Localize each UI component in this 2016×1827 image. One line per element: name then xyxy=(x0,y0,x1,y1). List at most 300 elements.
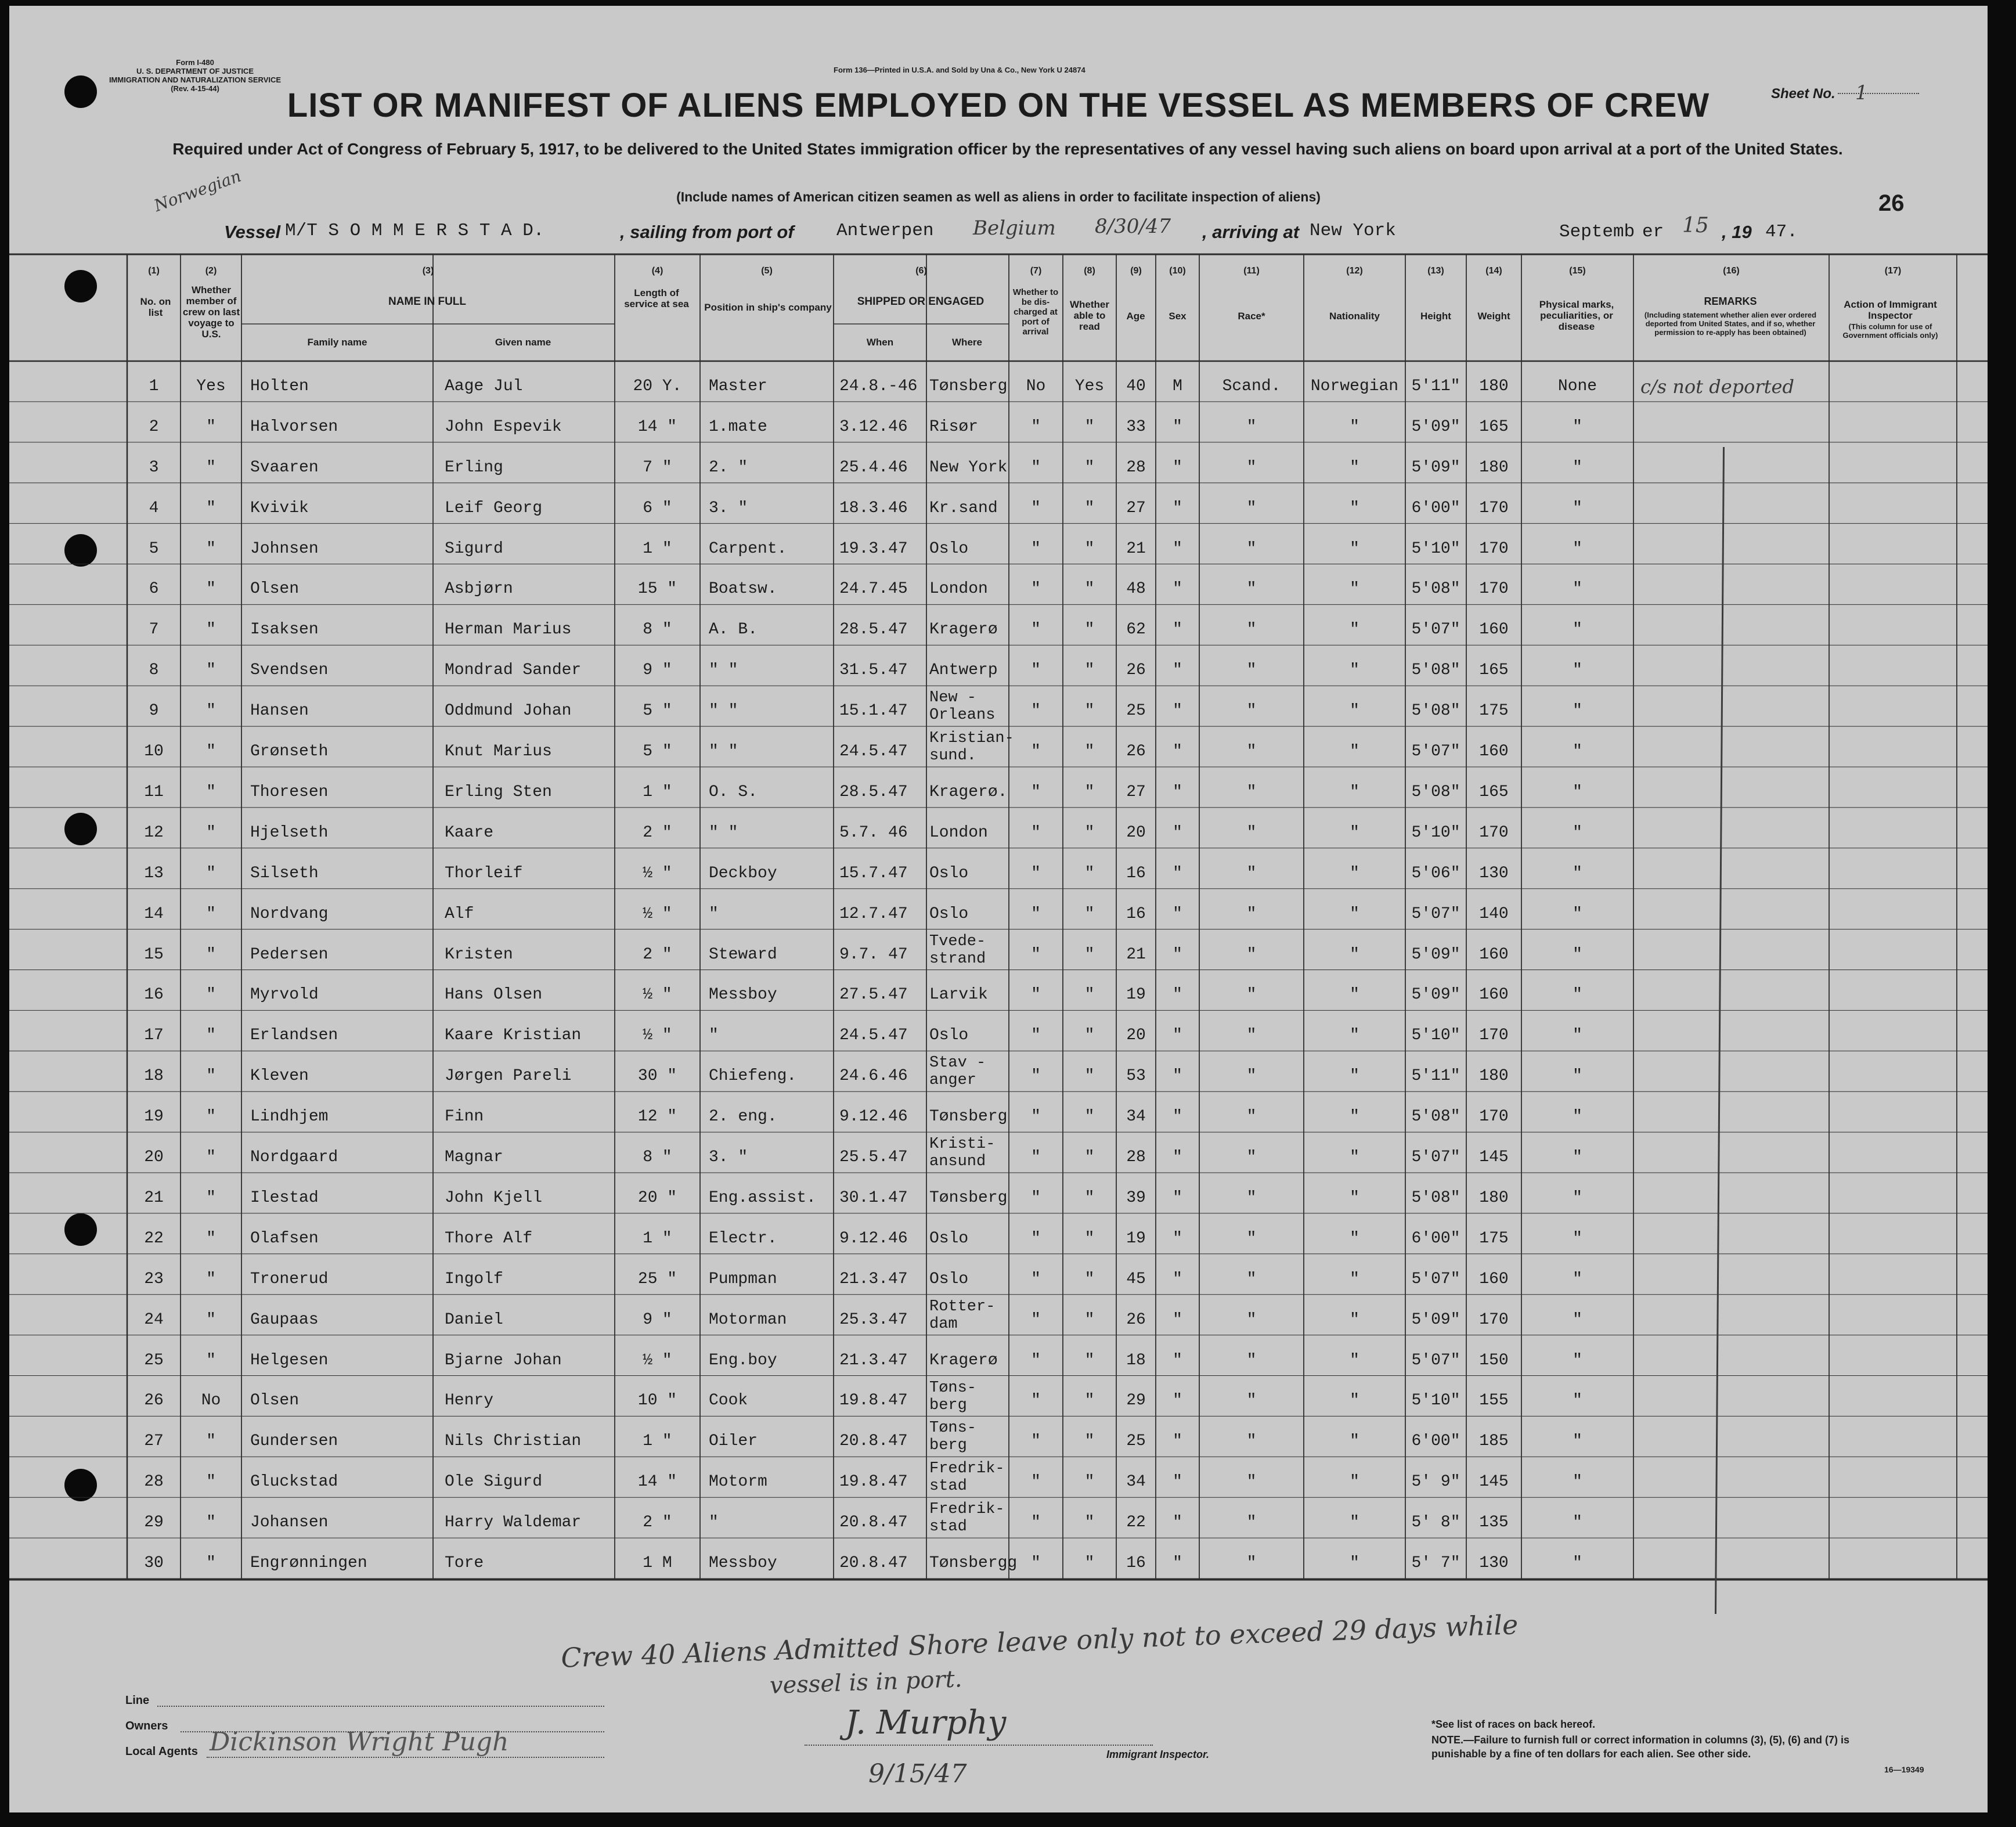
cell-sex: " xyxy=(1173,1026,1182,1045)
cell-member: " xyxy=(206,1554,216,1572)
arrival-month-suffix: er xyxy=(1642,222,1664,242)
cell-age: 40 xyxy=(1126,377,1146,395)
service-name: IMMIGRATION AND NATURALIZATION SERVICE xyxy=(109,75,282,84)
cell-position: Eng.assist. xyxy=(709,1188,816,1207)
cell-service: 5 " xyxy=(643,702,672,720)
cell-sex: " xyxy=(1173,580,1182,599)
cell-where: Fredrik- stad xyxy=(929,1501,1005,1536)
printer-note: Form 136—Printed in U.S.A. and Sold by Una & Co., New York U 24874 xyxy=(834,66,1085,74)
cell-weight: 180 xyxy=(1479,1067,1509,1086)
cell-position: Messboy xyxy=(709,1554,777,1572)
cell-service: 1 " xyxy=(643,783,672,801)
cell-read: " xyxy=(1084,945,1095,964)
cell-service: 10 " xyxy=(637,1392,677,1410)
manifest-sheet xyxy=(9,6,1988,1812)
cell-sex: " xyxy=(1173,539,1182,558)
cell-nat: " xyxy=(1350,1067,1359,1086)
cell-sex: " xyxy=(1173,621,1182,639)
cell-nat: " xyxy=(1350,1554,1359,1572)
cell-service: 8 " xyxy=(643,621,672,639)
cell-given: Ingolf xyxy=(445,1270,503,1288)
cell-phys: " xyxy=(1573,905,1582,923)
column-number: (9) xyxy=(1130,266,1142,276)
cell-weight: 170 xyxy=(1479,499,1509,517)
cell-service: 12 " xyxy=(637,1108,677,1126)
cell-race: " xyxy=(1246,1432,1257,1451)
cell-family: Hjelseth xyxy=(250,823,329,842)
cell-where: London xyxy=(929,580,988,599)
cell-where: New York xyxy=(929,458,1008,477)
cell-height: 5' 7" xyxy=(1411,1554,1460,1572)
cell-nat: " xyxy=(1350,1310,1359,1329)
cell-no: 18 xyxy=(144,1067,164,1086)
cell-read: " xyxy=(1084,1229,1095,1248)
cell-disch: " xyxy=(1031,823,1041,842)
cell-phys: " xyxy=(1573,661,1582,680)
cell-family: Silseth xyxy=(250,864,319,882)
cell-race: " xyxy=(1246,905,1257,923)
cell-service: 14 " xyxy=(637,417,677,436)
cell-member: " xyxy=(206,661,216,680)
cell-read: " xyxy=(1084,1554,1095,1572)
cell-family: Halvorsen xyxy=(250,417,338,436)
cell-race: " xyxy=(1246,1392,1257,1410)
cell-position: 2. eng. xyxy=(709,1108,777,1126)
arrival-port: New York xyxy=(1310,221,1396,241)
cell-member: " xyxy=(206,1514,216,1532)
column-number: (4) xyxy=(651,266,663,276)
cell-read: " xyxy=(1084,621,1095,639)
cell-no: 2 xyxy=(149,417,159,436)
column-number: (2) xyxy=(205,266,217,276)
cell-nat: " xyxy=(1350,458,1359,477)
cell-weight: 150 xyxy=(1479,1351,1509,1370)
cell-given: Mondrad Sander xyxy=(445,661,582,680)
cell-disch: " xyxy=(1031,1108,1041,1126)
cell-disch: " xyxy=(1031,1473,1041,1491)
cell-sex: " xyxy=(1173,1392,1182,1410)
arrival-day: 15 xyxy=(1682,214,1709,237)
cell-sex: " xyxy=(1173,743,1182,761)
cell-read: " xyxy=(1084,1026,1095,1045)
cell-given: Erling xyxy=(445,458,503,477)
cell-disch: " xyxy=(1031,783,1041,801)
cell-where: Oslo xyxy=(929,1026,969,1045)
cell-where: Kragerø. xyxy=(929,783,1008,801)
cell-where: Tvede- strand xyxy=(929,932,986,968)
cell-weight: 160 xyxy=(1479,743,1509,761)
cell-phys: " xyxy=(1573,1473,1582,1491)
cell-weight: 160 xyxy=(1479,945,1509,964)
cell-age: 34 xyxy=(1126,1473,1146,1491)
cell-phys: " xyxy=(1573,1351,1582,1370)
cell-race: " xyxy=(1246,864,1257,882)
cell-phys: " xyxy=(1573,580,1582,599)
cell-service: 1 " xyxy=(643,1229,672,1248)
cell-nat: " xyxy=(1350,1514,1359,1532)
cell-race: " xyxy=(1246,621,1257,639)
department: U. S. DEPARTMENT OF JUSTICE xyxy=(136,67,254,75)
cell-sex: " xyxy=(1173,783,1182,801)
cell-race: " xyxy=(1246,783,1257,801)
cell-when: 25.4.46 xyxy=(839,458,908,477)
cell-phys: " xyxy=(1573,1229,1582,1248)
cell-phys: " xyxy=(1573,945,1582,964)
arriving-label: , arriving at xyxy=(1202,222,1300,242)
cell-service: 7 " xyxy=(643,458,672,477)
cell-family: Gaupaas xyxy=(250,1310,319,1329)
cell-height: 6'00" xyxy=(1411,499,1460,517)
cell-age: 16 xyxy=(1126,1554,1146,1572)
cell-service: 6 " xyxy=(643,499,672,517)
cell-weight: 165 xyxy=(1479,661,1509,680)
cell-age: 20 xyxy=(1126,823,1146,842)
cell-when: 21.3.47 xyxy=(839,1270,908,1288)
cell-phys: " xyxy=(1573,1554,1582,1572)
header-last-voyage: Whether member of crew on last voyage to U.S. xyxy=(182,284,240,340)
cell-service: 20 " xyxy=(637,1188,677,1207)
cell-position: " " xyxy=(709,743,738,761)
cell-member: " xyxy=(206,539,216,558)
cell-service: ½ " xyxy=(643,986,672,1004)
cell-member: " xyxy=(206,499,216,517)
cell-service: ½ " xyxy=(643,1026,672,1045)
cell-height: 5'09" xyxy=(1411,458,1460,477)
cell-age: 48 xyxy=(1126,580,1146,599)
cell-given: Herman Marius xyxy=(445,621,572,639)
header-when: When xyxy=(866,337,894,348)
cell-disch: No xyxy=(1026,377,1046,395)
cell-where: Larvik xyxy=(929,986,988,1004)
cell-height: 5'06" xyxy=(1411,864,1460,882)
cell-height: 5'08" xyxy=(1411,783,1460,801)
cell-sex: " xyxy=(1173,1351,1182,1370)
cell-no: 25 xyxy=(144,1351,164,1370)
cell-given: Kristen xyxy=(445,945,513,964)
cell-disch: " xyxy=(1031,905,1041,923)
cell-nat: " xyxy=(1350,1473,1359,1491)
cell-member: " xyxy=(206,1432,216,1451)
cell-disch: " xyxy=(1031,702,1041,720)
cell-no: 28 xyxy=(144,1473,164,1491)
cell-height: 5'09" xyxy=(1411,945,1460,964)
cell-where: Kristian- sund. xyxy=(929,730,1014,765)
cell-height: 5'08" xyxy=(1411,661,1460,680)
header-where: Where xyxy=(952,337,982,348)
cell-race: " xyxy=(1246,1108,1257,1126)
cell-nat: " xyxy=(1350,1188,1359,1207)
column-number: (16) xyxy=(1723,266,1740,276)
vessel-name: M/T S O M M E R S T A D. xyxy=(285,221,544,241)
cell-family: Helgesen xyxy=(250,1351,329,1370)
cell-read: " xyxy=(1084,1188,1095,1207)
cell-age: 21 xyxy=(1126,539,1146,558)
cell-race: " xyxy=(1246,945,1257,964)
column-number: (8) xyxy=(1084,266,1095,276)
statute-note: Required under Act of Congress of February 5, 1917, to be delivered to the United States immigration officer by the representatives of any vessel having such aliens on board upon arrival at a port of the United States. xyxy=(172,140,1843,158)
cell-read: " xyxy=(1084,783,1095,801)
cell-read: " xyxy=(1084,1148,1095,1166)
cell-family: Pedersen xyxy=(250,945,329,964)
column-number: (15) xyxy=(1569,266,1586,276)
cell-disch: " xyxy=(1031,499,1041,517)
cell-given: Erling Sten xyxy=(445,783,552,801)
cell-no: 13 xyxy=(144,864,164,882)
cell-age: 16 xyxy=(1126,905,1146,923)
cell-weight: 130 xyxy=(1479,864,1509,882)
cell-nat: " xyxy=(1350,945,1359,964)
cell-where: New - Orleans xyxy=(929,689,996,725)
header-family-name: Family name xyxy=(307,337,367,348)
cell-family: Holten xyxy=(250,377,309,395)
cell-race: " xyxy=(1246,743,1257,761)
flag-note: Norwegian xyxy=(152,166,244,216)
header-action: Action of Immigrant Inspector xyxy=(1844,299,1937,321)
cell-weight: 180 xyxy=(1479,458,1509,477)
cell-position: 2. " xyxy=(709,458,748,477)
cell-where: Oslo xyxy=(929,864,969,882)
cell-no: 14 xyxy=(144,905,164,923)
cell-weight: 170 xyxy=(1479,823,1509,842)
cell-given: Magnar xyxy=(445,1148,503,1166)
cell-when: 24.8.-46 xyxy=(839,377,918,395)
cell-no: 29 xyxy=(144,1514,164,1532)
cell-height: 5'07" xyxy=(1411,1351,1460,1370)
cell-given: John Espevik xyxy=(445,417,562,436)
cell-nat: " xyxy=(1350,661,1359,680)
punch-hole xyxy=(64,813,97,845)
header-remarks: REMARKS xyxy=(1704,296,1757,307)
cell-when: 27.5.47 xyxy=(839,986,908,1004)
header-remarks-sub: (Including statement whether alien ever ordered deported from United States, and if so, whether permission to re-apply has been obtained) xyxy=(1644,311,1817,337)
cell-nat: " xyxy=(1350,1432,1359,1451)
cell-member: " xyxy=(206,1351,216,1370)
cell-member: " xyxy=(206,945,216,964)
cell-weight: 170 xyxy=(1479,1108,1509,1126)
cell-no: 11 xyxy=(144,783,164,801)
cell-given: Leif Georg xyxy=(445,499,543,517)
cell-where: Oslo xyxy=(929,1270,969,1288)
punch-hole xyxy=(64,1469,97,1501)
cell-family: Nordvang xyxy=(250,905,329,923)
cell-service: 2 " xyxy=(643,823,672,842)
cell-no: 3 xyxy=(149,458,159,477)
cell-where: Tønsberg xyxy=(929,1188,1008,1207)
column-number: (3) xyxy=(422,266,434,276)
cell-where: Antwerp xyxy=(929,661,998,680)
penalty-note: NOTE.—Failure to furnish full or correct information in columns (3), (5), (6) and (7) is punishable by a fine of ten dollars for each alien. See other side. xyxy=(1431,1734,1850,1760)
cell-where: Oslo xyxy=(929,905,969,923)
cell-read: " xyxy=(1084,458,1095,477)
cell-weight: 170 xyxy=(1479,1026,1509,1045)
cell-family: Hansen xyxy=(250,702,309,720)
cell-age: 45 xyxy=(1126,1270,1146,1288)
cell-nat: " xyxy=(1350,743,1359,761)
cell-sex: " xyxy=(1173,417,1182,436)
column-number: (1) xyxy=(148,266,160,276)
cell-phys: " xyxy=(1573,1514,1582,1532)
cell-phys: " xyxy=(1573,621,1582,639)
header-able-read: Whether able to read xyxy=(1070,299,1109,332)
column-number: (6) xyxy=(915,266,927,276)
cell-member: " xyxy=(206,905,216,923)
cell-service: 30 " xyxy=(637,1067,677,1086)
cell-where: Oslo xyxy=(929,539,969,558)
column-number: (10) xyxy=(1169,266,1186,276)
form-number: Form I-480 xyxy=(176,58,214,67)
cell-where: Tøns- berg xyxy=(929,1379,977,1414)
cell-service: 20 Y. xyxy=(633,377,682,395)
cell-sex: " xyxy=(1173,1188,1182,1207)
cell-age: 34 xyxy=(1126,1108,1146,1126)
cell-height: 5'11" xyxy=(1411,377,1460,395)
cell-disch: " xyxy=(1031,1432,1041,1451)
header-age: Age xyxy=(1126,311,1145,322)
cell-member: " xyxy=(206,417,216,436)
cell-member: " xyxy=(206,1067,216,1086)
cell-nat: " xyxy=(1350,1026,1359,1045)
cell-weight: 175 xyxy=(1479,702,1509,720)
header-discharged: Whether to be dis- charged at port of arrival xyxy=(1012,287,1059,337)
cell-sex: " xyxy=(1173,864,1182,882)
column-number: (11) xyxy=(1243,266,1260,276)
inspector-label: Immigrant Inspector. xyxy=(1106,1749,1210,1760)
cell-read: " xyxy=(1084,499,1095,517)
cell-when: 19.8.47 xyxy=(839,1473,908,1491)
cell-position: Steward xyxy=(709,945,777,964)
cell-member: " xyxy=(206,458,216,477)
cell-position: " xyxy=(709,1514,719,1532)
cell-read: " xyxy=(1084,1432,1095,1451)
cell-when: 15.7.47 xyxy=(839,864,908,882)
cell-position: Chiefeng. xyxy=(709,1067,797,1086)
crew-note-line-1: Crew 40 Aliens Admitted Shore leave only not to exceed 29 days while xyxy=(560,1609,1519,1674)
cell-disch: " xyxy=(1031,458,1041,477)
cell-height: 5'09" xyxy=(1411,1310,1460,1329)
cell-given: John Kjell xyxy=(445,1188,543,1207)
cell-position: 1.mate xyxy=(709,417,767,436)
cell-given: Kaare Kristian xyxy=(445,1026,582,1045)
cell-sex: " xyxy=(1173,1473,1182,1491)
cell-sex: " xyxy=(1173,1514,1182,1532)
cell-given: Asbjørn xyxy=(445,580,513,599)
cell-read: " xyxy=(1084,823,1095,842)
cell-race: " xyxy=(1246,1148,1257,1166)
cell-position: Electr. xyxy=(709,1229,777,1248)
cell-family: Gluckstad xyxy=(250,1473,338,1491)
header-nationality: Nationality xyxy=(1329,311,1380,322)
sheet-label: Sheet No. xyxy=(1771,86,1835,102)
cell-when: 20.8.47 xyxy=(839,1554,908,1572)
cell-height: 5'07" xyxy=(1411,905,1460,923)
cell-sex: " xyxy=(1173,1432,1182,1451)
agents-value: Dickinson Wright Pugh xyxy=(210,1727,509,1757)
arrival-year: 47. xyxy=(1765,222,1798,242)
cell-phys: " xyxy=(1573,539,1582,558)
cell-age: 26 xyxy=(1126,1310,1146,1329)
cell-position: " " xyxy=(709,702,738,720)
column-number: (13) xyxy=(1427,266,1444,276)
cell-when: 24.5.47 xyxy=(839,1026,908,1045)
agents-field xyxy=(207,1757,604,1758)
cell-member: " xyxy=(206,1310,216,1329)
cell-height: 5'08" xyxy=(1411,702,1460,720)
cell-height: 5'08" xyxy=(1411,580,1460,599)
cell-disch: " xyxy=(1031,580,1041,599)
cell-member: " xyxy=(206,1473,216,1491)
header-action-sub: (This column for use of Government officials only) xyxy=(1842,322,1938,340)
cell-phys: " xyxy=(1573,823,1582,842)
cell-when: 24.7.45 xyxy=(839,580,908,599)
cell-weight: 165 xyxy=(1479,783,1509,801)
cell-sex: " xyxy=(1173,1229,1182,1248)
cell-member: " xyxy=(206,702,216,720)
cell-position: 3. " xyxy=(709,1148,748,1166)
cell-position: Deckboy xyxy=(709,864,777,882)
cell-no: 22 xyxy=(144,1229,164,1248)
cell-read: " xyxy=(1084,1067,1095,1086)
cell-service: 1 M xyxy=(643,1554,672,1572)
cell-read: " xyxy=(1084,1392,1095,1410)
cell-family: Olsen xyxy=(250,1392,300,1410)
cell-phys: " xyxy=(1573,702,1582,720)
departure-country: Belgium xyxy=(973,217,1056,240)
punch-hole xyxy=(64,270,97,302)
cell-when: 28.5.47 xyxy=(839,621,908,639)
cell-given: Oddmund Johan xyxy=(445,702,572,720)
cell-age: 20 xyxy=(1126,1026,1146,1045)
cell-position: " " xyxy=(709,661,738,680)
cell-phys: " xyxy=(1573,417,1582,436)
header-position: Position in ship's company xyxy=(704,302,832,313)
header-sex: Sex xyxy=(1169,311,1186,322)
cell-service: 9 " xyxy=(643,1310,672,1329)
cell-member: No xyxy=(201,1392,221,1410)
cell-given: Henry xyxy=(445,1392,494,1410)
cell-service: 25 " xyxy=(637,1270,677,1288)
cell-age: 25 xyxy=(1126,1432,1146,1451)
cell-nat: " xyxy=(1350,783,1359,801)
cell-age: 26 xyxy=(1126,743,1146,761)
cell-family: Svendsen xyxy=(250,661,329,680)
page-stamp: 26 xyxy=(1878,190,1905,216)
cell-read: " xyxy=(1084,1514,1095,1532)
cell-family: Gundersen xyxy=(250,1432,338,1451)
cell-remark: c/s not deported xyxy=(1640,375,1794,398)
cell-nat: " xyxy=(1350,986,1359,1004)
cell-given: Daniel xyxy=(445,1310,503,1329)
cell-member: " xyxy=(206,1148,216,1166)
cell-height: 5'11" xyxy=(1411,1067,1460,1086)
cell-when: 18.3.46 xyxy=(839,499,908,517)
cell-weight: 145 xyxy=(1479,1148,1509,1166)
page-title: LIST OR MANIFEST OF ALIENS EMPLOYED ON THE VESSEL AS MEMBERS OF CREW xyxy=(287,87,1710,124)
cell-given: Finn xyxy=(445,1108,484,1126)
cell-family: Myrvold xyxy=(250,986,319,1004)
cell-where: Kr.sand xyxy=(929,499,998,517)
cell-weight: 160 xyxy=(1479,1270,1509,1288)
cell-height: 5'10" xyxy=(1411,823,1460,842)
cell-service: 14 " xyxy=(637,1473,677,1491)
cell-when: 9.12.46 xyxy=(839,1108,908,1126)
cell-race: " xyxy=(1246,661,1257,680)
cell-given: Aage Jul xyxy=(445,377,523,395)
cell-service: 2 " xyxy=(643,1514,672,1532)
cell-member: " xyxy=(206,1229,216,1248)
cell-race: " xyxy=(1246,1473,1257,1491)
punch-hole xyxy=(64,1213,97,1246)
cell-weight: 170 xyxy=(1479,1310,1509,1329)
